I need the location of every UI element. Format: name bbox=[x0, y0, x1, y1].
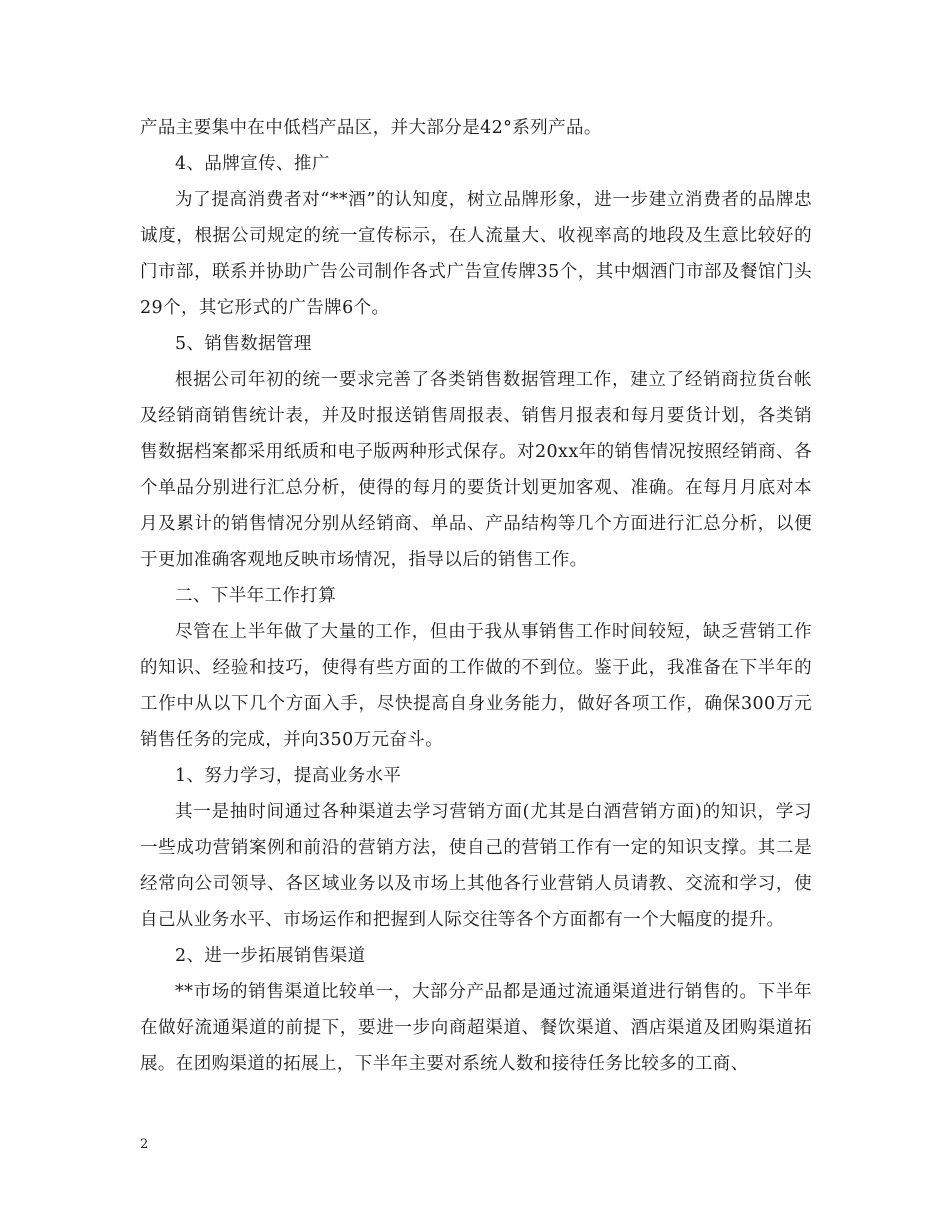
paragraph-sales-data: 根据公司年初的统一要求完善了各类销售数据管理工作，建立了经销商拉货台帐及经销商销售统计表，并及时报送销售周报表、销售月报表和每月要货计划，各类销售数据档案都采用纸质和电子版两种形式保存。对20xx年的销售情况按照经销商、各个单品分别进行汇总分析，使得的每月的要货计划更加客观、准确。在每月月底对本月及累计的销售情况分别从经销商、单品、产品结构等几个方面进行汇总分析，以便于更加准确客观地反映市场情况，指导以后的销售工作。 bbox=[140, 370, 812, 570]
paragraph-second-half-plan: 尽管在上半年做了大量的工作，但由于我从事销售工作时间较短，缺乏营销工作的知识、经验和技巧，使得有些方面的工作做的不到位。鉴于此，我准备在下半年的工作中从以下几个方面入手，尽快提高自身业务能力，做好各项工作，确保300万元销售任务的完成，并向350万元奋斗。 bbox=[140, 622, 812, 750]
paragraph-study: 其一是抽时间通过各种渠道去学习营销方面(尤其是白酒营销方面)的知识，学习一些成功营销案例和前沿的营销方法，使自己的营销工作有一定的知识支撑。其二是经常向公司领导、各区域业务以及市场上其他各行业营销人员请教、交流和学习，使自己从业务水平、市场运作和把握到人际交往等各个方面都有一个大幅度的提升。 bbox=[140, 802, 812, 930]
paragraph-brand-promotion: 为了提高消费者对“**酒”的认知度，树立品牌形象，进一步建立消费者的品牌忠诚度，根据公司规定的统一宣传标示，在人流量大、收视率高的地段及生意比较好的门市部，联系并协助广告公司制作各式广告宣传牌35个，其中烟酒门市部及餐馆门头29个，其它形式的广告牌6个。 bbox=[140, 190, 812, 318]
section-heading-brand-promotion: 4、品牌宣传、推广 bbox=[175, 154, 330, 174]
section-heading-second-half-plan: 二、下半年工作打算 bbox=[175, 586, 337, 606]
document-body bbox=[140, 110, 812, 1082]
section-heading-channels: 2、进一步拓展销售渠道 bbox=[175, 946, 366, 966]
page-number: 2 bbox=[140, 1137, 149, 1152]
section-heading-sales-data: 5、销售数据管理 bbox=[175, 334, 312, 354]
paragraph-continuation: 产品主要集中在中低档产品区，并大部分是42°系列产品。 bbox=[140, 118, 602, 138]
section-heading-study: 1、努力学习，提高业务水平 bbox=[175, 766, 402, 786]
paragraph-channels: **市场的销售渠道比较单一，大部分产品都是通过流通渠道进行销售的。下半年在做好流通渠道的前提下，要进一步向商超渠道、餐饮渠道、酒店渠道及团购渠道拓展。在团购渠道的拓展上，下半年主要对系统人数和接待任务比较多的工商、 bbox=[140, 982, 812, 1074]
